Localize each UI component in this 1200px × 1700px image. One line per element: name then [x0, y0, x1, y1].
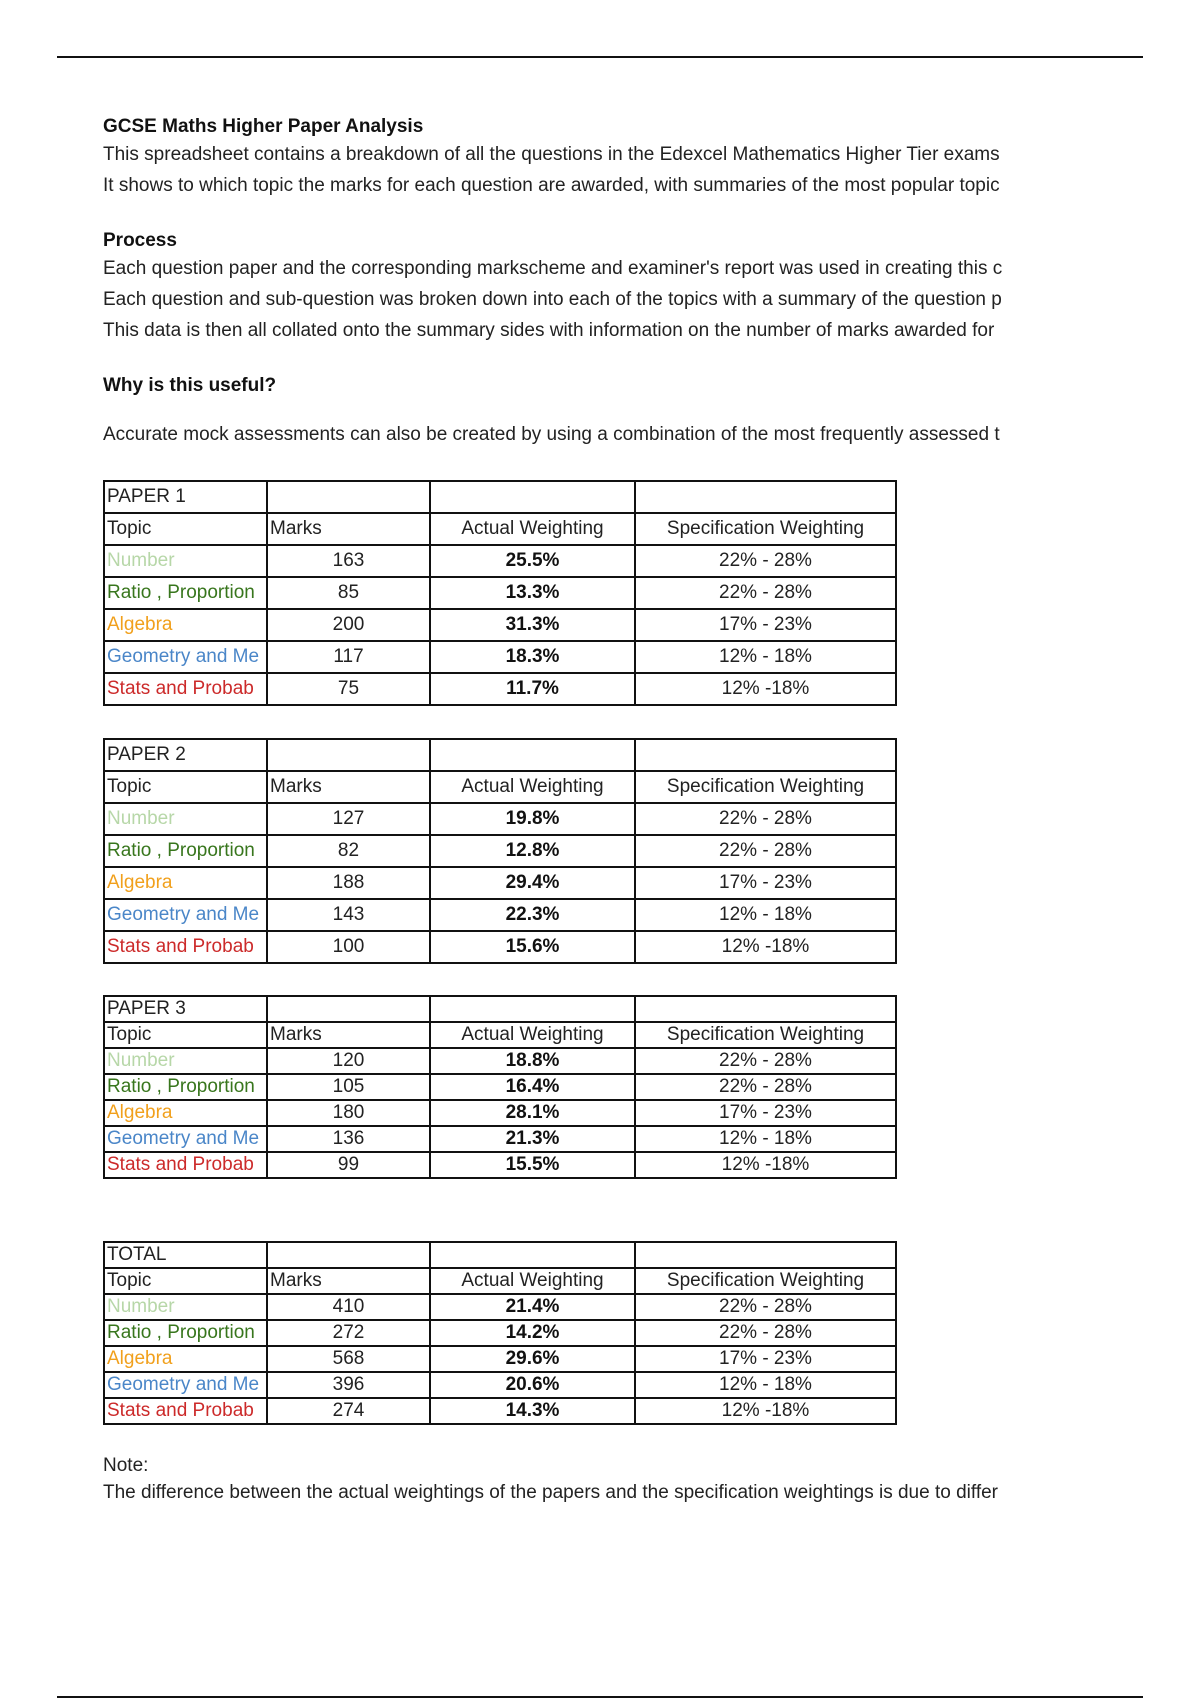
marks-cell: 143 — [267, 899, 430, 931]
table-row — [104, 1398, 896, 1424]
actual-weighting-cell: 18.3% — [430, 641, 635, 673]
actual-weighting-cell: 15.5% — [430, 1152, 635, 1178]
header-topic: Topic — [104, 1268, 267, 1294]
table-title-row — [104, 1242, 896, 1268]
table-title: PAPER 2 — [104, 739, 267, 771]
header-marks: Marks — [267, 1268, 430, 1294]
spec-weighting-cell: 22% - 28% — [635, 577, 896, 609]
paper-3-table — [103, 995, 897, 1179]
topic-cell: Geometry and Me — [104, 1372, 267, 1398]
spec-weighting-cell: 12% -18% — [635, 1152, 896, 1178]
table-row — [104, 867, 896, 899]
table-row — [104, 609, 896, 641]
marks-cell: 85 — [267, 577, 430, 609]
table-title-row — [104, 739, 896, 771]
note-line: The difference between the actual weightings of the papers and the specification weightings is due to differ — [103, 1482, 998, 1503]
topic-cell: Stats and Probab — [104, 1398, 267, 1424]
marks-cell: 136 — [267, 1126, 430, 1152]
topic-cell: Ratio , Proportion — [104, 1074, 267, 1100]
actual-weighting-cell: 21.4% — [430, 1294, 635, 1320]
header-topic: Topic — [104, 1022, 267, 1048]
marks-cell: 200 — [267, 609, 430, 641]
actual-weighting-cell: 29.4% — [430, 867, 635, 899]
spec-weighting-cell: 12% -18% — [635, 673, 896, 705]
topic-cell: Algebra — [104, 1100, 267, 1126]
marks-cell: 274 — [267, 1398, 430, 1424]
marks-cell: 188 — [267, 867, 430, 899]
spec-weighting-cell: 17% - 23% — [635, 1346, 896, 1372]
header-actual-weighting: Actual Weighting — [430, 771, 635, 803]
table-title-row — [104, 481, 896, 513]
total-table — [103, 1241, 897, 1425]
table-row — [104, 545, 896, 577]
actual-weighting-cell: 20.6% — [430, 1372, 635, 1398]
table-row — [104, 899, 896, 931]
spec-weighting-cell: 22% - 28% — [635, 803, 896, 835]
topic-cell: Algebra — [104, 867, 267, 899]
spec-weighting-cell: 17% - 23% — [635, 1100, 896, 1126]
header-marks: Marks — [267, 771, 430, 803]
marks-cell: 99 — [267, 1152, 430, 1178]
actual-weighting-cell: 29.6% — [430, 1346, 635, 1372]
actual-weighting-cell: 15.6% — [430, 931, 635, 963]
topic-cell: Stats and Probab — [104, 673, 267, 705]
intro-line-1: This spreadsheet contains a breakdown of all the questions in the Edexcel Mathematics Higher Tier exams — [103, 144, 1000, 165]
header-specification-weighting: Specification Weighting — [635, 771, 896, 803]
header-actual-weighting: Actual Weighting — [430, 1022, 635, 1048]
actual-weighting-cell: 13.3% — [430, 577, 635, 609]
table-title: PAPER 1 — [104, 481, 267, 513]
spec-weighting-cell: 22% - 28% — [635, 1320, 896, 1346]
header-marks: Marks — [267, 513, 430, 545]
table-row — [104, 1152, 896, 1178]
table-row — [104, 1048, 896, 1074]
actual-weighting-cell: 18.8% — [430, 1048, 635, 1074]
table-title-row — [104, 996, 896, 1022]
table-header-row — [104, 1022, 896, 1048]
header-actual-weighting: Actual Weighting — [430, 513, 635, 545]
topic-cell: Geometry and Me — [104, 899, 267, 931]
table-row — [104, 641, 896, 673]
marks-cell: 180 — [267, 1100, 430, 1126]
marks-cell: 117 — [267, 641, 430, 673]
why-heading: Why is this useful? — [103, 375, 277, 396]
spec-weighting-cell: 12% - 18% — [635, 899, 896, 931]
table-row — [104, 1294, 896, 1320]
topic-cell: Algebra — [104, 609, 267, 641]
header-topic: Topic — [104, 771, 267, 803]
why-line: Accurate mock assessments can also be created by using a combination of the most frequently assessed t — [103, 424, 1000, 445]
spec-weighting-cell: 12% - 18% — [635, 1126, 896, 1152]
table-row — [104, 931, 896, 963]
spec-weighting-cell: 22% - 28% — [635, 1294, 896, 1320]
table-row — [104, 1320, 896, 1346]
table-title: PAPER 3 — [104, 996, 267, 1022]
process-line-2: Each question and sub-question was broken down into each of the topics with a summary of the question p — [103, 289, 1002, 310]
topic-cell: Ratio , Proportion — [104, 1320, 267, 1346]
marks-cell: 100 — [267, 931, 430, 963]
topic-cell: Number — [104, 1294, 267, 1320]
table-header-row — [104, 1268, 896, 1294]
header-specification-weighting: Specification Weighting — [635, 513, 896, 545]
actual-weighting-cell: 12.8% — [430, 835, 635, 867]
table-header-row — [104, 771, 896, 803]
actual-weighting-cell: 22.3% — [430, 899, 635, 931]
spec-weighting-cell: 22% - 28% — [635, 545, 896, 577]
note-label: Note: — [103, 1455, 149, 1476]
spec-weighting-cell: 12% -18% — [635, 931, 896, 963]
marks-cell: 105 — [267, 1074, 430, 1100]
spec-weighting-cell: 12% - 18% — [635, 1372, 896, 1398]
actual-weighting-cell: 19.8% — [430, 803, 635, 835]
table-row — [104, 1074, 896, 1100]
process-heading: Process — [103, 230, 177, 251]
table-title: TOTAL — [104, 1242, 267, 1268]
marks-cell: 272 — [267, 1320, 430, 1346]
actual-weighting-cell: 14.2% — [430, 1320, 635, 1346]
header-specification-weighting: Specification Weighting — [635, 1022, 896, 1048]
spec-weighting-cell: 12% - 18% — [635, 641, 896, 673]
top-rule — [57, 56, 1143, 58]
table-row — [104, 1100, 896, 1126]
spec-weighting-cell: 17% - 23% — [635, 609, 896, 641]
process-line-3: This data is then all collated onto the summary sides with information on the number of marks awarded for — [103, 320, 995, 341]
actual-weighting-cell: 28.1% — [430, 1100, 635, 1126]
spec-weighting-cell: 12% -18% — [635, 1398, 896, 1424]
paper-1-table — [103, 480, 897, 706]
actual-weighting-cell: 11.7% — [430, 673, 635, 705]
marks-cell: 75 — [267, 673, 430, 705]
marks-cell: 82 — [267, 835, 430, 867]
actual-weighting-cell: 25.5% — [430, 545, 635, 577]
table-header-row — [104, 513, 896, 545]
topic-cell: Ratio , Proportion — [104, 835, 267, 867]
process-line-1: Each question paper and the corresponding markscheme and examiner's report was used in creating this c — [103, 258, 1003, 279]
table-row — [104, 577, 896, 609]
header-topic: Topic — [104, 513, 267, 545]
intro-line-2: It shows to which topic the marks for each question are awarded, with summaries of the most popular topic — [103, 175, 1000, 196]
topic-cell: Number — [104, 803, 267, 835]
marks-cell: 127 — [267, 803, 430, 835]
topic-cell: Stats and Probab — [104, 1152, 267, 1178]
table-row — [104, 803, 896, 835]
marks-cell: 410 — [267, 1294, 430, 1320]
table-row — [104, 1372, 896, 1398]
header-actual-weighting: Actual Weighting — [430, 1268, 635, 1294]
marks-cell: 120 — [267, 1048, 430, 1074]
document-title: GCSE Maths Higher Paper Analysis — [103, 116, 424, 137]
header-specification-weighting: Specification Weighting — [635, 1268, 896, 1294]
actual-weighting-cell: 21.3% — [430, 1126, 635, 1152]
topic-cell: Geometry and Me — [104, 1126, 267, 1152]
spec-weighting-cell: 22% - 28% — [635, 1074, 896, 1100]
marks-cell: 568 — [267, 1346, 430, 1372]
actual-weighting-cell: 31.3% — [430, 609, 635, 641]
paper-2-table — [103, 738, 897, 964]
spec-weighting-cell: 22% - 28% — [635, 835, 896, 867]
table-row — [104, 835, 896, 867]
topic-cell: Number — [104, 545, 267, 577]
header-marks: Marks — [267, 1022, 430, 1048]
table-row — [104, 673, 896, 705]
actual-weighting-cell: 16.4% — [430, 1074, 635, 1100]
table-row — [104, 1346, 896, 1372]
spec-weighting-cell: 22% - 28% — [635, 1048, 896, 1074]
topic-cell: Stats and Probab — [104, 931, 267, 963]
topic-cell: Algebra — [104, 1346, 267, 1372]
spreadsheet-page — [103, 113, 1057, 1507]
topic-cell: Ratio , Proportion — [104, 577, 267, 609]
spec-weighting-cell: 17% - 23% — [635, 867, 896, 899]
topic-cell: Geometry and Me — [104, 641, 267, 673]
marks-cell: 396 — [267, 1372, 430, 1398]
topic-cell: Number — [104, 1048, 267, 1074]
marks-cell: 163 — [267, 545, 430, 577]
bottom-rule — [57, 1696, 1143, 1698]
actual-weighting-cell: 14.3% — [430, 1398, 635, 1424]
table-row — [104, 1126, 896, 1152]
